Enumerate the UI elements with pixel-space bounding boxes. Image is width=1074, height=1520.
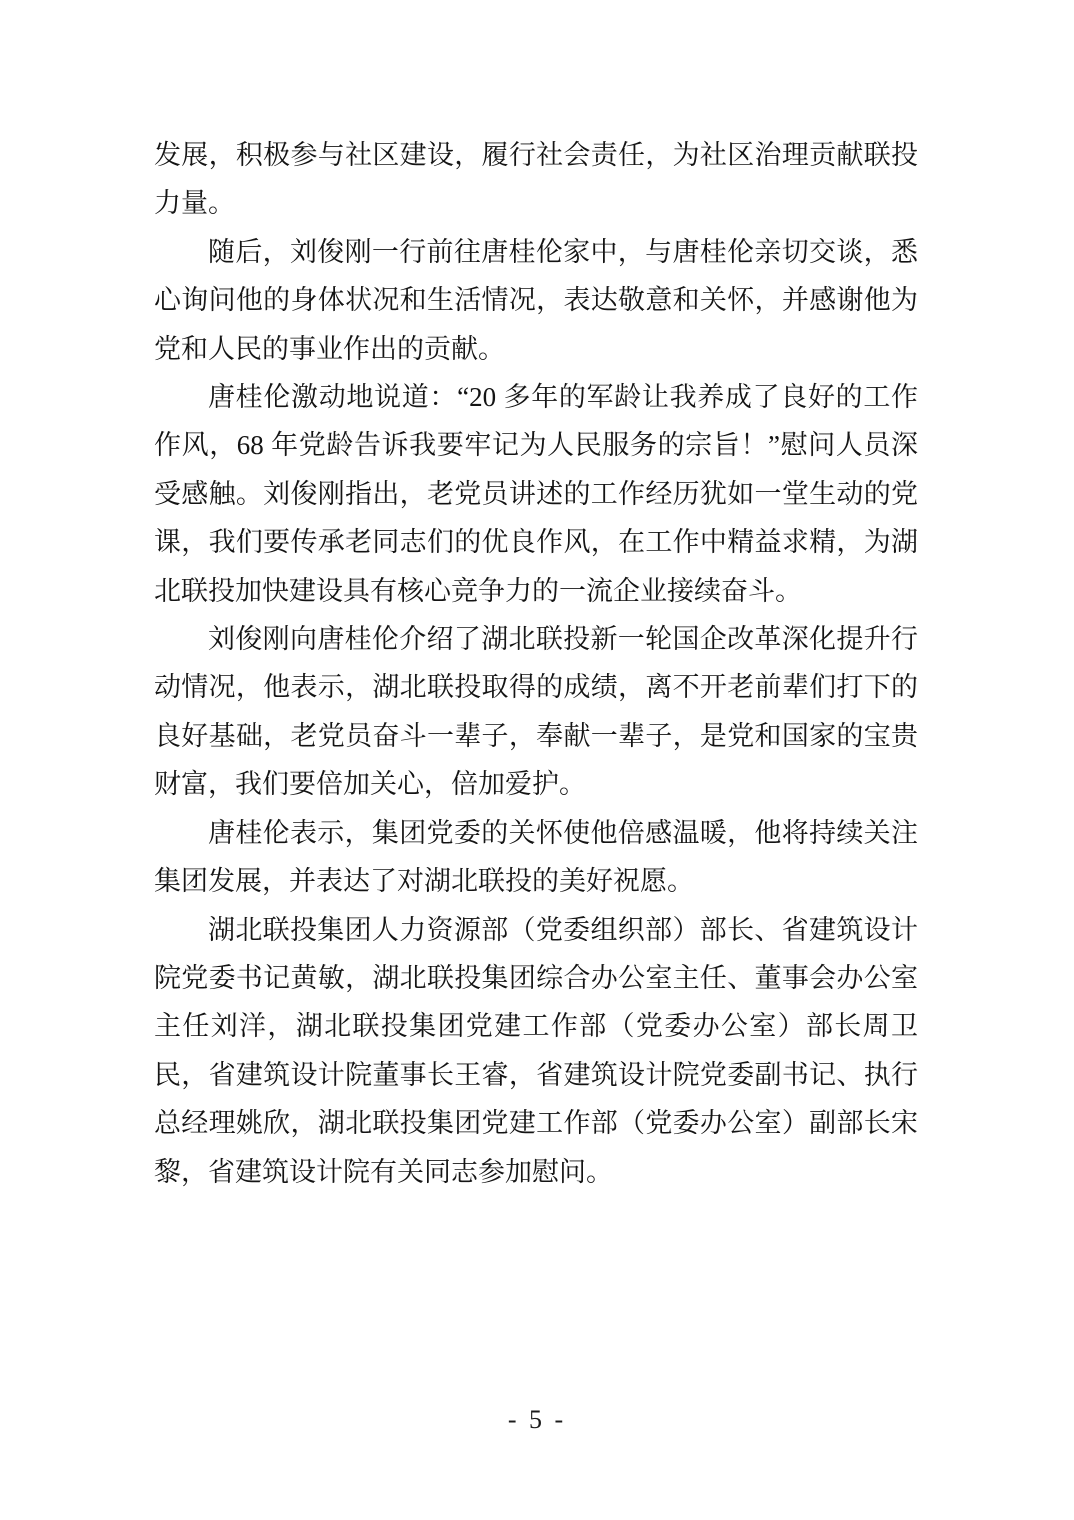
page-footer <box>0 1405 1074 1435</box>
paragraph-1: 发展，积极参与社区建设，履行社会责任，为社区治理贡献联投力量。 <box>154 140 918 219</box>
paragraph-6: 湖北联投集团人力资源部（党委组织部）部长、省建筑设计院党委书记黄敏，湖北联投集团综合办公室主任、董事会办公室主任刘洋，湖北联投集团党建工作部（党委办公室）部长周卫民，省建筑设计院董事长王睿，省建筑设计院党委副书记、执行总经理姚欣，湖北联投集团党建工作部（党委办公室）副部长宋黎，省建筑设计院有关同志参加慰问。 <box>154 914 918 1187</box>
document-body <box>154 131 918 1196</box>
paragraph-2: 随后，刘俊刚一行前往唐桂伦家中，与唐桂伦亲切交谈，悉心询问他的身体状况和生活情况，表达敬意和关怀，并感谢他为党和人民的事业作出的贡献。 <box>154 236 918 364</box>
paragraph-5: 唐桂伦表示，集团党委的关怀使他倍感温暖，他将持续关注集团发展，并表达了对湖北联投的美好祝愿。 <box>154 817 918 897</box>
page-number: - 5 - <box>507 1405 567 1434</box>
paragraph-4: 刘俊刚向唐桂伦介绍了湖北联投新一轮国企改革深化提升行动情况，他表示，湖北联投取得的成绩，离不开老前辈们打下的良好基础，老党员奋斗一辈子，奉献一辈子，是党和国家的宝贵财富，我们要倍加关心，倍加爱护。 <box>154 624 918 800</box>
paragraph-3: 唐桂伦激动地说道：“20 多年的军龄让我养成了良好的工作作风，68 年党龄告诉我要牢记为人民服务的宗旨！”慰问人员深受感触。刘俊刚指出，老党员讲述的工作经历犹如一堂生动的党课，我们要传承老同志们的优良作风，在工作中精益求精，为湖北联投加快建设具有核心竞争力的一流企业接续奋斗。 <box>154 382 918 606</box>
